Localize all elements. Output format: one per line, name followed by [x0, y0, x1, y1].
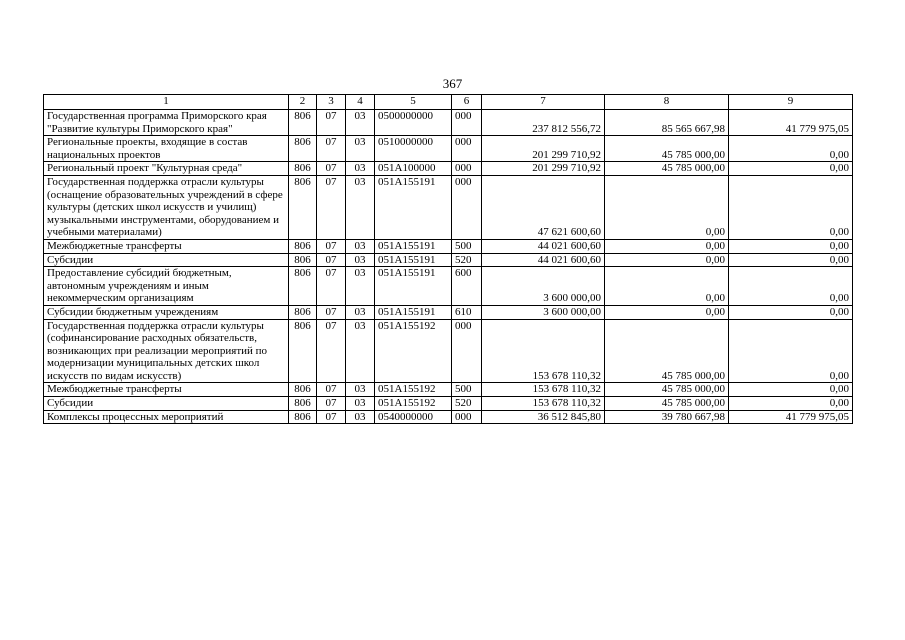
row-name-cell: Межбюджетные трансферты: [44, 383, 289, 397]
amount-cell-9: 0,00: [729, 319, 853, 383]
header-cell: 3: [317, 95, 346, 110]
header-cell: 4: [346, 95, 375, 110]
amount-cell-8: 0,00: [605, 305, 729, 319]
code-cell-6: 520: [452, 397, 482, 411]
code-cell-3: 07: [317, 305, 346, 319]
amount-cell-7: 201 299 710,92: [482, 162, 605, 176]
amount-cell-8: 45 785 000,00: [605, 383, 729, 397]
budget-table: [43, 94, 853, 424]
row-name-cell: Субсидии бюджетным учреждениям: [44, 305, 289, 319]
table-row: [44, 267, 853, 306]
table-row: [44, 162, 853, 176]
code-cell-5: 051A155191: [375, 239, 452, 253]
amount-cell-9: 0,00: [729, 162, 853, 176]
code-cell-4: 03: [346, 110, 375, 136]
code-cell-2: 806: [289, 162, 317, 176]
code-cell-6: 000: [452, 175, 482, 239]
header-cell: 8: [605, 95, 729, 110]
amount-cell-7: 201 299 710,92: [482, 136, 605, 162]
code-cell-5: 051A155191: [375, 267, 452, 306]
table-row: [44, 383, 853, 397]
code-cell-4: 03: [346, 410, 375, 424]
header-cell: 9: [729, 95, 853, 110]
table-row: [44, 239, 853, 253]
code-cell-2: 806: [289, 175, 317, 239]
amount-cell-9: 0,00: [729, 136, 853, 162]
amount-cell-8: 0,00: [605, 239, 729, 253]
amount-cell-7: 237 812 556,72: [482, 110, 605, 136]
row-name-cell: Субсидии: [44, 397, 289, 411]
code-cell-6: 600: [452, 267, 482, 306]
code-cell-6: 500: [452, 239, 482, 253]
code-cell-2: 806: [289, 239, 317, 253]
code-cell-3: 07: [317, 162, 346, 176]
code-cell-3: 07: [317, 239, 346, 253]
code-cell-5: 051A100000: [375, 162, 452, 176]
amount-cell-9: 0,00: [729, 239, 853, 253]
table-row: [44, 136, 853, 162]
code-cell-5: 051A155192: [375, 383, 452, 397]
amount-cell-9: 0,00: [729, 383, 853, 397]
code-cell-6: 000: [452, 162, 482, 176]
amount-cell-8: 45 785 000,00: [605, 136, 729, 162]
table-row: [44, 110, 853, 136]
code-cell-6: 610: [452, 305, 482, 319]
amount-cell-8: 45 785 000,00: [605, 162, 729, 176]
code-cell-4: 03: [346, 239, 375, 253]
header-cell: 7: [482, 95, 605, 110]
header-cell: 1: [44, 95, 289, 110]
code-cell-6: 520: [452, 253, 482, 267]
amount-cell-9: 41 779 975,05: [729, 110, 853, 136]
code-cell-4: 03: [346, 136, 375, 162]
code-cell-5: 051A155191: [375, 305, 452, 319]
amount-cell-8: 45 785 000,00: [605, 319, 729, 383]
code-cell-5: 051A155192: [375, 397, 452, 411]
code-cell-2: 806: [289, 136, 317, 162]
code-cell-5: 051A155191: [375, 253, 452, 267]
table-row: [44, 305, 853, 319]
table-row: [44, 410, 853, 424]
code-cell-3: 07: [317, 397, 346, 411]
row-name-cell: Региональные проекты, входящие в состав национальных проектов: [44, 136, 289, 162]
header-cell: 6: [452, 95, 482, 110]
code-cell-3: 07: [317, 267, 346, 306]
row-name-cell: Предоставление субсидий бюджетным, автономным учреждениям и иным некоммерческим организациям: [44, 267, 289, 306]
code-cell-4: 03: [346, 319, 375, 383]
code-cell-6: 000: [452, 319, 482, 383]
row-name-cell: Региональный проект "Культурная среда": [44, 162, 289, 176]
code-cell-2: 806: [289, 410, 317, 424]
code-cell-5: 051A155191: [375, 175, 452, 239]
amount-cell-8: 85 565 667,98: [605, 110, 729, 136]
amount-cell-7: 47 621 600,60: [482, 175, 605, 239]
code-cell-2: 806: [289, 383, 317, 397]
amount-cell-7: 153 678 110,32: [482, 319, 605, 383]
amount-cell-9: 0,00: [729, 305, 853, 319]
amount-cell-7: 153 678 110,32: [482, 383, 605, 397]
code-cell-4: 03: [346, 175, 375, 239]
amount-cell-9: 0,00: [729, 397, 853, 411]
code-cell-2: 806: [289, 397, 317, 411]
code-cell-6: 000: [452, 136, 482, 162]
amount-cell-8: 0,00: [605, 253, 729, 267]
amount-cell-7: 44 021 600,60: [482, 239, 605, 253]
table-row: [44, 397, 853, 411]
header-cell: 5: [375, 95, 452, 110]
code-cell-3: 07: [317, 110, 346, 136]
header-row: [44, 95, 853, 110]
amount-cell-7: 153 678 110,32: [482, 397, 605, 411]
amount-cell-8: 39 780 667,98: [605, 410, 729, 424]
row-name-cell: Государственная поддержка отрасли культуры (оснащение образовательных учреждений в сфере культуры (детских школ искусств и училищ) музыкальными инструментами, оборудованием и учебными материалами): [44, 175, 289, 239]
code-cell-4: 03: [346, 253, 375, 267]
code-cell-3: 07: [317, 253, 346, 267]
amount-cell-7: 44 021 600,60: [482, 253, 605, 267]
code-cell-6: 000: [452, 110, 482, 136]
code-cell-2: 806: [289, 319, 317, 383]
amount-cell-7: 3 600 000,00: [482, 305, 605, 319]
code-cell-3: 07: [317, 410, 346, 424]
row-name-cell: Межбюджетные трансферты: [44, 239, 289, 253]
header-cell: 2: [289, 95, 317, 110]
table-row: [44, 253, 853, 267]
amount-cell-8: 0,00: [605, 267, 729, 306]
code-cell-4: 03: [346, 397, 375, 411]
row-name-cell: Государственная поддержка отрасли культуры (софинансирование расходных обязательств, возникающих при реализации мероприятий по модернизации муниципальных детских школ искусств по видам искусств): [44, 319, 289, 383]
amount-cell-7: 3 600 000,00: [482, 267, 605, 306]
code-cell-6: 000: [452, 410, 482, 424]
amount-cell-7: 36 512 845,80: [482, 410, 605, 424]
code-cell-4: 03: [346, 267, 375, 306]
row-name-cell: Государственная программа Приморского края "Развитие культуры Приморского края": [44, 110, 289, 136]
code-cell-5: 051A155192: [375, 319, 452, 383]
code-cell-2: 806: [289, 267, 317, 306]
code-cell-4: 03: [346, 162, 375, 176]
page-number: 367: [442, 76, 463, 91]
code-cell-2: 806: [289, 253, 317, 267]
table-row: [44, 319, 853, 383]
code-cell-2: 806: [289, 110, 317, 136]
amount-cell-9: 0,00: [729, 175, 853, 239]
amount-cell-8: 45 785 000,00: [605, 397, 729, 411]
table-row: [44, 175, 853, 239]
code-cell-6: 500: [452, 383, 482, 397]
code-cell-4: 03: [346, 383, 375, 397]
code-cell-5: 0540000000: [375, 410, 452, 424]
code-cell-5: 0510000000: [375, 136, 452, 162]
code-cell-3: 07: [317, 319, 346, 383]
code-cell-3: 07: [317, 175, 346, 239]
code-cell-4: 03: [346, 305, 375, 319]
amount-cell-9: 41 779 975,05: [729, 410, 853, 424]
code-cell-2: 806: [289, 305, 317, 319]
row-name-cell: Субсидии: [44, 253, 289, 267]
code-cell-3: 07: [317, 136, 346, 162]
code-cell-3: 07: [317, 383, 346, 397]
row-name-cell: Комплексы процессных мероприятий: [44, 410, 289, 424]
code-cell-5: 0500000000: [375, 110, 452, 136]
amount-cell-9: 0,00: [729, 267, 853, 306]
amount-cell-8: 0,00: [605, 175, 729, 239]
amount-cell-9: 0,00: [729, 253, 853, 267]
